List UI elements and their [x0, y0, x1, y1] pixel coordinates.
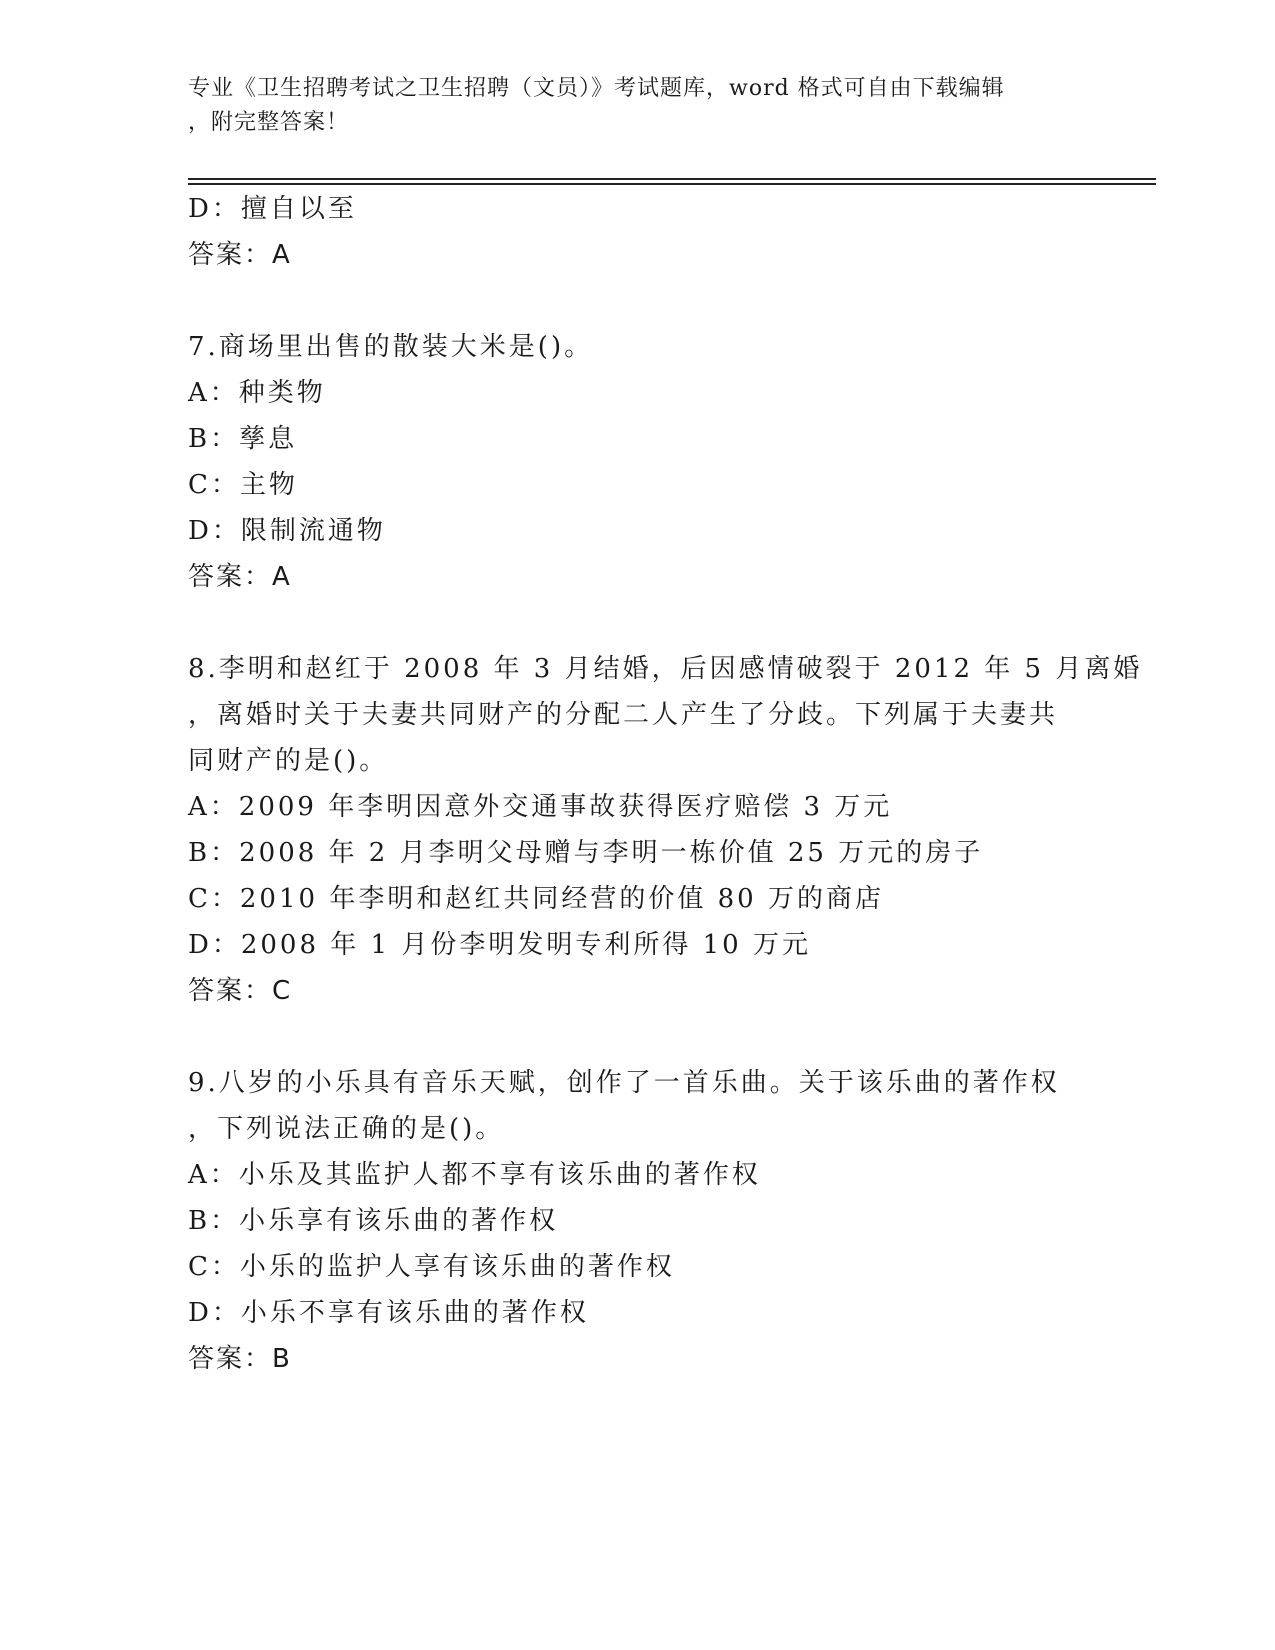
question-text: 7.商场里出售的散装大米是()。: [188, 332, 594, 362]
answer-line: 答案：B: [188, 1344, 292, 1374]
option-d: D：小乐不享有该乐曲的著作权: [188, 1298, 589, 1328]
answer-line: 答案：A: [188, 240, 292, 270]
option-b: B：2008 年 2 月李明父母赠与李明一栋价值 25 万元的房子: [188, 838, 984, 868]
option-b: B：孳息: [188, 424, 298, 454]
option-d: D：限制流通物: [188, 516, 386, 546]
option-b: B：小乐享有该乐曲的著作权: [188, 1206, 559, 1236]
header-rule-top: [188, 178, 1156, 180]
option-c: C：2010 年李明和赵红共同经营的价值 80 万的商店: [188, 884, 884, 914]
option-c: C：主物: [188, 470, 298, 500]
question-text: 同财产的是()。: [188, 746, 389, 776]
option-c: C：小乐的监护人享有该乐曲的著作权: [188, 1252, 675, 1282]
header-line-1: 专业《卫生招聘考试之卫生招聘（文员）》考试题库，word 格式可自由下载编辑: [188, 76, 1005, 101]
answer-line: 答案：C: [188, 976, 293, 1006]
option-d: D：擅自以至: [188, 194, 357, 224]
option-a: A：2009 年李明因意外交通事故获得医疗赔偿 3 万元: [188, 792, 893, 822]
header-rule-bottom: [188, 183, 1156, 185]
question-text: ，下列说法正确的是()。: [188, 1114, 505, 1144]
question-7: [188, 324, 1068, 600]
option-a: A：种类物: [188, 378, 326, 408]
document-header: [188, 72, 1068, 140]
question-8: [188, 646, 1143, 1014]
option-a: A：小乐及其监护人都不享有该乐曲的著作权: [188, 1160, 761, 1190]
option-d: D：2008 年 1 月份李明发明专利所得 10 万元: [188, 930, 811, 960]
question-list: [188, 186, 1143, 1382]
answer-line: 答案：A: [188, 562, 292, 592]
question-9: [188, 1060, 1068, 1382]
question-text: 9.八岁的小乐具有音乐天赋，创作了一首乐曲。关于该乐曲的著作权: [188, 1068, 1060, 1098]
header-line-2: ，附完整答案！: [188, 110, 350, 135]
question-text: 8.李明和赵红于 2008 年 3 月结婚，后因感情破裂于 2012 年 5 月离婚: [188, 654, 1143, 684]
question-text: ，离婚时关于夫妻共同财产的分配二人产生了分歧。下列属于夫妻共: [188, 700, 1059, 730]
